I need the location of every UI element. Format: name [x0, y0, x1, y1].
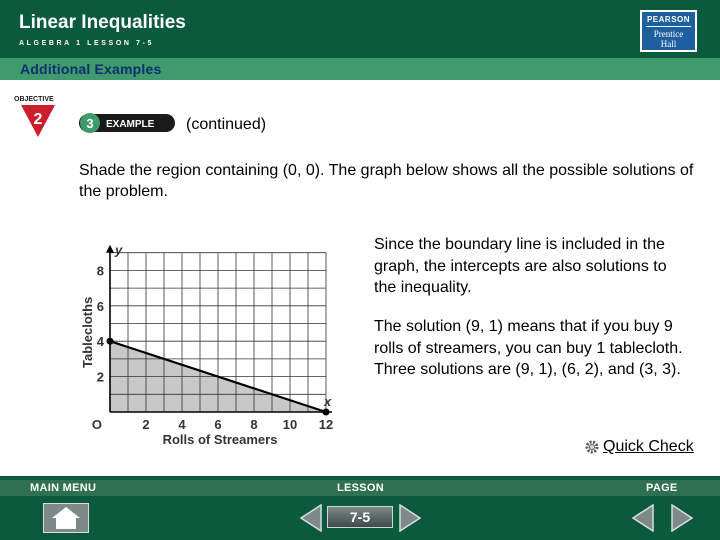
x-axis-letter: x: [324, 394, 332, 409]
example-label: EXAMPLE: [106, 119, 155, 130]
gear-icon: [584, 439, 600, 455]
main-menu-label: MAIN MENU: [30, 482, 97, 494]
y-tick-label: 8: [96, 263, 104, 279]
x-tick-label: 4: [178, 417, 186, 432]
objective-label: OBJECTIVE: [14, 96, 54, 103]
logo-publisher: PEARSON: [646, 15, 691, 24]
pearson-logo: [640, 10, 697, 52]
origin-label: O: [91, 417, 102, 432]
logo-divider: [646, 26, 691, 27]
logo-line2: Hall: [660, 39, 677, 49]
y-intercept-point: [107, 338, 114, 345]
page-title: Linear Inequalities: [19, 12, 186, 33]
page-next-button[interactable]: [670, 504, 694, 532]
quick-check-label: Quick Check: [603, 438, 694, 455]
main-menu-home-button[interactable]: [43, 503, 89, 533]
quick-check-link[interactable]: [584, 438, 694, 456]
objective-number: 2: [33, 111, 43, 128]
x-tick-label: 6: [214, 417, 222, 432]
x-intercept-point: [323, 409, 330, 416]
objective-badge-icon: [21, 105, 55, 137]
page-previous-button[interactable]: [631, 504, 655, 532]
intro-text: Shade the region containing (0, 0). The graph below shows all the possible solutions of the problem.: [79, 162, 694, 200]
x-axis-title: Rolls of Streamers: [162, 432, 278, 447]
explanation-paragraph-1: Since the boundary line is included in the graph, the intercepts are also solutions to the inequality.: [374, 236, 667, 296]
section-title: Additional Examples: [20, 61, 162, 77]
y-axis-arrow: [106, 245, 114, 253]
y-tick-label: 6: [96, 298, 104, 314]
inequality-graph: [74, 228, 364, 448]
explanation-paragraph-2: The solution (9, 1) means that if you buy 9 rolls of streamers, you can buy 1 tablecloth. Three solutions are (9, 1), (6, 2), and (3, 3).: [374, 318, 683, 378]
page-label: PAGE: [646, 482, 678, 494]
y-tick-label: 4: [96, 334, 104, 350]
lesson-next-button[interactable]: [398, 504, 422, 532]
lesson-previous-button[interactable]: [299, 504, 323, 532]
x-tick-label: 2: [142, 417, 150, 432]
lesson-subtitle: ALGEBRA 1 LESSON 7-5: [19, 40, 154, 47]
lesson-label: LESSON: [337, 482, 385, 494]
continued-label: (continued): [186, 116, 267, 133]
y-tick-label: 2: [96, 369, 104, 385]
x-tick-label: 8: [250, 417, 258, 432]
y-axis-letter: y: [115, 242, 123, 258]
x-tick-label: 10: [282, 417, 298, 432]
example-badge: [79, 112, 179, 134]
y-axis-title: Tablecloths: [80, 296, 95, 368]
x-tick-label: 12: [318, 417, 334, 432]
example-number: 3: [86, 116, 94, 131]
logo-line1: Prentice: [653, 29, 684, 39]
lesson-number-button[interactable]: 7-5: [327, 506, 393, 528]
